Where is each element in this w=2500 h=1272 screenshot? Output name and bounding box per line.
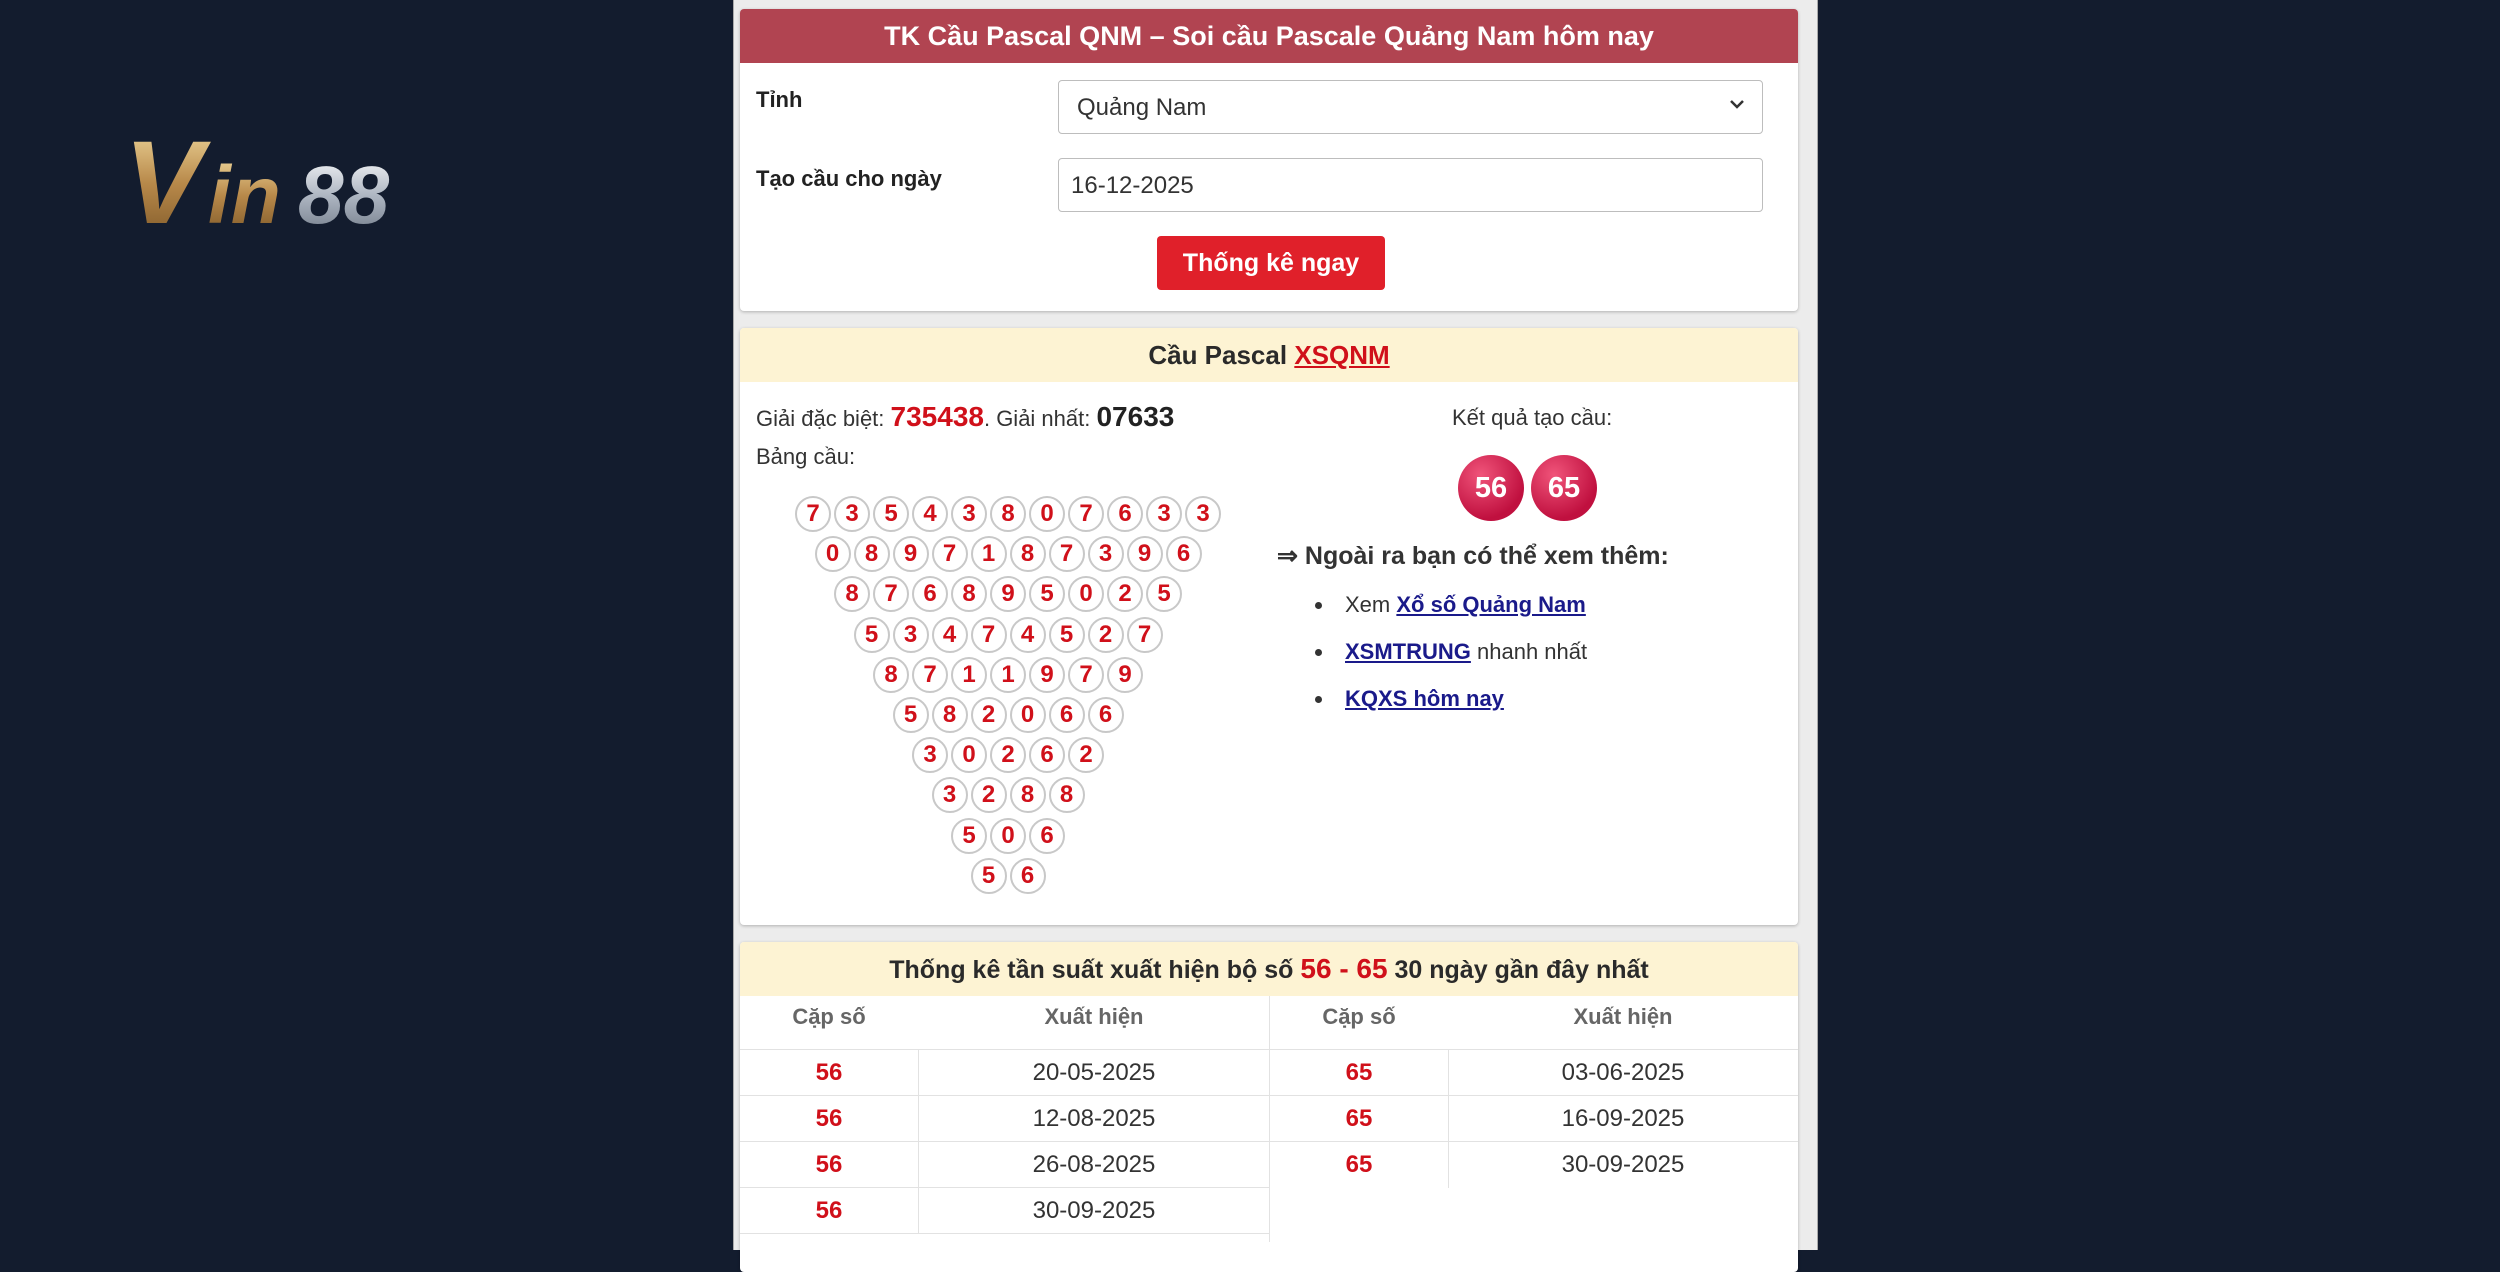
pascal-ball: 9 bbox=[1107, 657, 1143, 693]
pascal-ball: 8 bbox=[854, 536, 890, 572]
pascal-ball: 0 bbox=[815, 536, 851, 572]
pascal-ball: 9 bbox=[893, 536, 929, 572]
pascal-ball: 5 bbox=[893, 697, 929, 733]
frequency-card bbox=[740, 942, 1798, 1272]
pascal-ball: 5 bbox=[873, 496, 909, 532]
pascal-ball: 7 bbox=[912, 657, 948, 693]
svg-text:88: 88 bbox=[298, 150, 390, 238]
province-select[interactable] bbox=[1058, 80, 1763, 134]
cell-divider bbox=[918, 1050, 919, 1096]
pascal-ball: 2 bbox=[990, 737, 1026, 773]
frequency-title-pair: 56 - 65 bbox=[1300, 953, 1388, 984]
cell-divider bbox=[918, 1096, 919, 1142]
cell-divider bbox=[918, 1188, 919, 1234]
frequency-title bbox=[740, 942, 1798, 996]
pascal-ball: 6 bbox=[1088, 697, 1124, 733]
first-prize-value: 07633 bbox=[1096, 401, 1175, 432]
province-select-value: Quảng Nam bbox=[1077, 94, 1207, 121]
prize-line bbox=[756, 401, 1174, 433]
pair-cell: 65 bbox=[1345, 1059, 1373, 1086]
pascal-ball: 3 bbox=[1088, 536, 1124, 572]
pascal-ball: 7 bbox=[1068, 657, 1104, 693]
pascal-ball: 2 bbox=[1088, 617, 1124, 653]
pascal-ball: 3 bbox=[912, 737, 948, 773]
row-divider bbox=[1270, 1141, 1798, 1142]
pascal-ball: 8 bbox=[990, 496, 1026, 532]
cell-divider bbox=[1448, 1096, 1449, 1142]
pascal-ball: 3 bbox=[932, 777, 968, 813]
xsqnm-link[interactable]: XSQNM bbox=[1294, 340, 1390, 370]
pascal-ball: 4 bbox=[1010, 617, 1046, 653]
row-divider bbox=[1270, 1049, 1798, 1050]
pascal-ball: 6 bbox=[1166, 536, 1202, 572]
pascal-ball: 3 bbox=[951, 496, 987, 532]
pascal-ball: 7 bbox=[1049, 536, 1085, 572]
pascal-ball: 6 bbox=[1029, 818, 1065, 854]
pascal-ball: 6 bbox=[1107, 496, 1143, 532]
pascal-ball: 8 bbox=[1010, 536, 1046, 572]
pascal-ball: 0 bbox=[1068, 576, 1104, 612]
link-prefix: Xem bbox=[1345, 592, 1397, 617]
pascal-ball: 0 bbox=[990, 818, 1026, 854]
frequency-title-prefix: Thống kê tần suất xuất hiện bộ số bbox=[889, 956, 1294, 984]
more-title: ⇒ Ngoài ra bạn có thể xem thêm: bbox=[1277, 542, 1669, 570]
pascal-ball: 5 bbox=[971, 858, 1007, 894]
pascal-ball: 5 bbox=[1029, 576, 1065, 612]
table-label: Bảng cầu: bbox=[756, 444, 856, 469]
pascal-ball: 9 bbox=[1029, 657, 1065, 693]
date-input[interactable] bbox=[1058, 158, 1763, 212]
row-divider bbox=[740, 1141, 1270, 1142]
pascal-ball: 1 bbox=[971, 536, 1007, 572]
pascal-ball: 5 bbox=[951, 818, 987, 854]
pascal-ball: 1 bbox=[951, 657, 987, 693]
vin88-logo bbox=[120, 118, 500, 238]
pascal-ball: 3 bbox=[1185, 496, 1221, 532]
pascal-title-text: Cầu Pascal bbox=[1148, 340, 1288, 370]
pascal-ball: 2 bbox=[971, 697, 1007, 733]
pascal-ball: 7 bbox=[1127, 617, 1163, 653]
col-header-pair: Cặp số bbox=[792, 1004, 866, 1029]
svg-text:in: in bbox=[208, 150, 281, 238]
pascal-ball: 0 bbox=[1029, 496, 1065, 532]
pascal-ball: 3 bbox=[834, 496, 870, 532]
pascal-ball: 5 bbox=[854, 617, 890, 653]
result-ball: 65 bbox=[1531, 455, 1597, 521]
link-suffix: nhanh nhất bbox=[1470, 639, 1588, 664]
pascal-ball: 2 bbox=[1068, 737, 1104, 773]
pascal-ball: 6 bbox=[1049, 697, 1085, 733]
pascal-ball: 4 bbox=[932, 617, 968, 653]
row-divider bbox=[740, 1233, 1270, 1234]
result-label: Kết quả tạo cầu: bbox=[1452, 405, 1613, 430]
date-cell: 12-08-2025 bbox=[1032, 1105, 1156, 1132]
pascal-ball: 3 bbox=[893, 617, 929, 653]
frequency-title-suffix: 30 ngày gần đây nhất bbox=[1394, 956, 1649, 984]
col-header-appear: Xuất hiện bbox=[1044, 1004, 1144, 1029]
xo-so-quang-nam-link[interactable]: Xổ số Quảng Nam bbox=[1396, 592, 1586, 617]
date-cell: 16-09-2025 bbox=[1561, 1105, 1685, 1132]
pair-cell: 65 bbox=[1345, 1105, 1373, 1132]
col-header-appear: Xuất hiện bbox=[1573, 1004, 1673, 1029]
pair-cell: 56 bbox=[815, 1105, 843, 1132]
pascal-title bbox=[740, 328, 1798, 382]
date-cell: 30-09-2025 bbox=[1561, 1151, 1685, 1178]
list-item bbox=[1345, 637, 1587, 684]
pair-cell: 56 bbox=[815, 1197, 843, 1224]
pascal-ball: 6 bbox=[1010, 858, 1046, 894]
date-input-value: 16-12-2025 bbox=[1071, 172, 1194, 199]
more-links-list bbox=[1345, 590, 1587, 731]
date-cell: 20-05-2025 bbox=[1032, 1059, 1156, 1086]
svg-text:V: V bbox=[124, 118, 203, 238]
date-cell: 26-08-2025 bbox=[1032, 1151, 1156, 1178]
pascal-ball: 2 bbox=[971, 777, 1007, 813]
pascal-ball: 6 bbox=[912, 576, 948, 612]
pascal-ball: 7 bbox=[795, 496, 831, 532]
cell-divider bbox=[918, 1142, 919, 1188]
special-prize-value: 735438 bbox=[890, 401, 984, 432]
row-divider bbox=[740, 1095, 1270, 1096]
row-divider bbox=[740, 1187, 1270, 1188]
form-card bbox=[740, 9, 1798, 311]
submit-button[interactable]: Thống kê ngay bbox=[1157, 236, 1385, 290]
xsmtrung-link[interactable]: XSMTRUNG bbox=[1345, 639, 1471, 664]
pascal-ball: 0 bbox=[951, 737, 987, 773]
date-cell: 30-09-2025 bbox=[1032, 1197, 1156, 1224]
pascal-ball: 9 bbox=[1127, 536, 1163, 572]
cell-divider bbox=[1448, 1142, 1449, 1188]
first-prize-label: . Giải nhất: bbox=[983, 406, 1091, 431]
pascal-ball: 8 bbox=[834, 576, 870, 612]
pascal-ball: 8 bbox=[873, 657, 909, 693]
date-cell: 03-06-2025 bbox=[1561, 1059, 1685, 1086]
pascal-ball: 8 bbox=[1049, 777, 1085, 813]
chevron-down-icon bbox=[1726, 93, 1748, 115]
row-divider bbox=[1270, 1095, 1798, 1096]
list-item bbox=[1345, 684, 1587, 731]
pascal-ball: 5 bbox=[1146, 576, 1182, 612]
row-divider bbox=[740, 1049, 1270, 1050]
pair-cell: 56 bbox=[815, 1059, 843, 1086]
pascal-ball: 7 bbox=[873, 576, 909, 612]
pascal-ball: 7 bbox=[1068, 496, 1104, 532]
list-item bbox=[1345, 590, 1587, 637]
pascal-ball: 2 bbox=[1107, 576, 1143, 612]
pair-cell: 56 bbox=[815, 1151, 843, 1178]
kqxs-hom-nay-link[interactable]: KQXS hôm nay bbox=[1345, 686, 1504, 711]
pascal-ball: 9 bbox=[990, 576, 1026, 612]
province-label: Tỉnh bbox=[756, 87, 803, 112]
special-prize-label: Giải đặc biệt: bbox=[756, 406, 885, 431]
pair-cell: 65 bbox=[1345, 1151, 1373, 1178]
pascal-ball: 7 bbox=[932, 536, 968, 572]
pascal-ball: 6 bbox=[1029, 737, 1065, 773]
date-label: Tạo cầu cho ngày bbox=[756, 166, 942, 191]
main-content bbox=[733, 0, 1818, 1250]
pascal-ball: 7 bbox=[971, 617, 1007, 653]
pascal-ball: 1 bbox=[990, 657, 1026, 693]
form-title: TK Cầu Pascal QNM – Soi cầu Pascale Quảng Nam hôm nay bbox=[740, 9, 1798, 63]
pascal-ball: 8 bbox=[1010, 777, 1046, 813]
result-ball: 56 bbox=[1458, 455, 1524, 521]
pascal-ball: 5 bbox=[1049, 617, 1085, 653]
cell-divider bbox=[1448, 1050, 1449, 1096]
pascal-ball: 4 bbox=[912, 496, 948, 532]
pascal-ball: 8 bbox=[932, 697, 968, 733]
col-header-pair: Cặp số bbox=[1322, 1004, 1396, 1029]
pascal-ball: 8 bbox=[951, 576, 987, 612]
pascal-ball: 0 bbox=[1010, 697, 1046, 733]
pascal-ball: 3 bbox=[1146, 496, 1182, 532]
pascal-card bbox=[740, 328, 1798, 925]
